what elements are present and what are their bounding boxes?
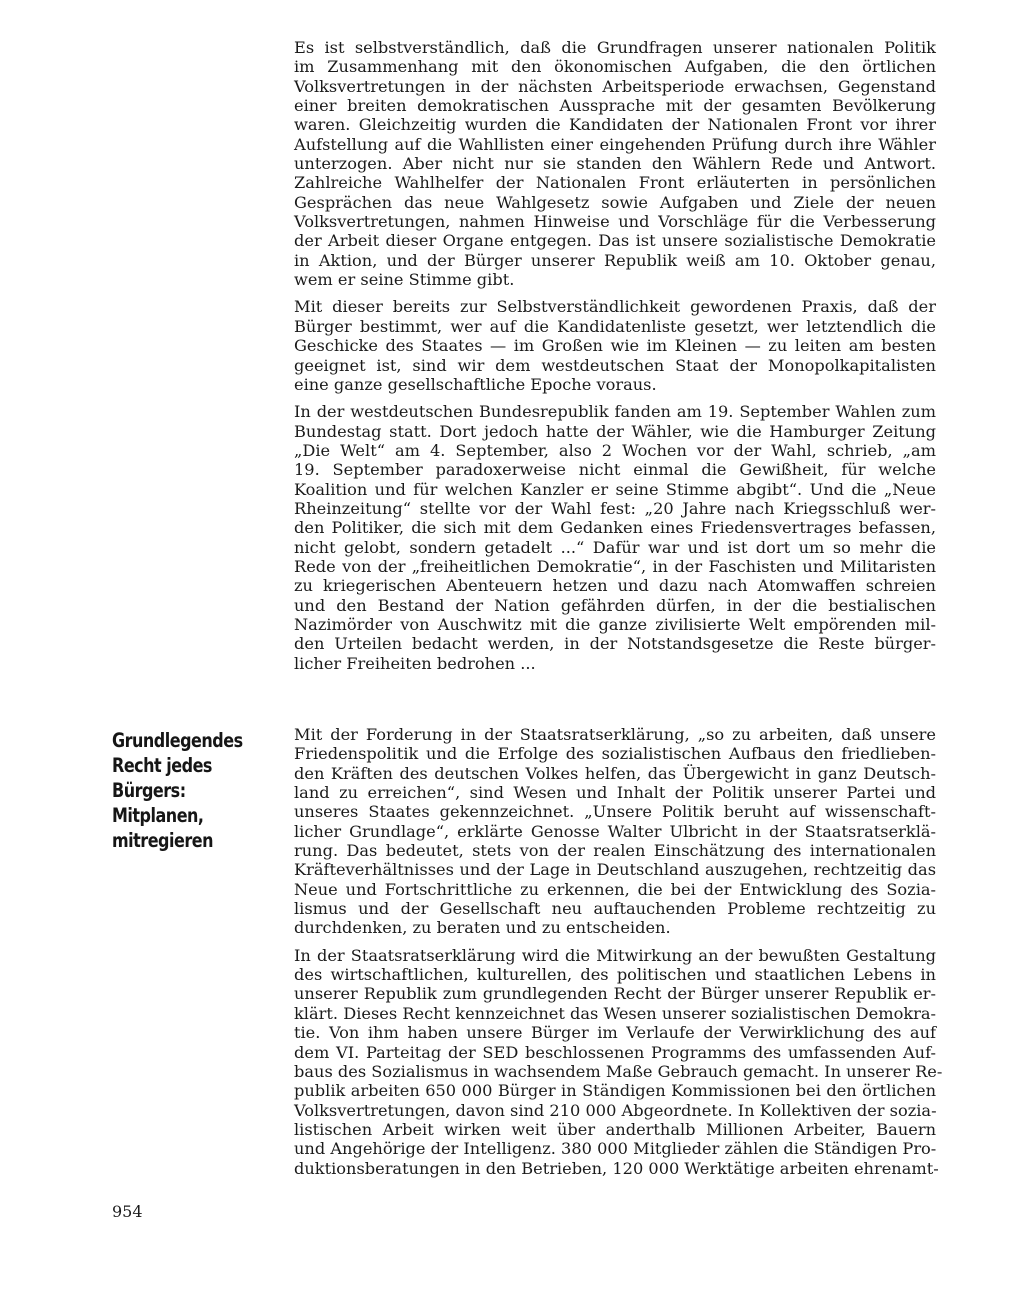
text-line: Mit der Forderung in der Staatsratserklärung, „so zu arbeiten, daß unsere	[294, 725, 936, 744]
paragraph	[294, 945, 943, 1178]
text-line: Neue und Fortschrittliche zu erkennen, die bei der Entwicklung des Sozia-	[294, 879, 936, 899]
text-line: rung. Das bedeutet, stets von der realen Einschätzung des internationalen	[294, 841, 936, 861]
text-line: eine ganze gesellschaftliche Epoche voraus.	[294, 374, 657, 394]
text-line: und den Bestand der Nation gefährden dürfen, in der die bestialischen	[294, 595, 936, 615]
text-line: den Urteilen bedacht werden, in der Notstandsgesetze die Reste bürger-	[294, 634, 936, 654]
text-line: im Zusammenhang mit den ökonomischen Aufgaben, die den örtlichen	[294, 57, 936, 77]
text-line: durchdenken, zu beraten und zu entscheiden.	[294, 918, 671, 938]
text-line: 19. September paradoxerweise nicht einmal die Gewißheit, für welche	[294, 460, 936, 480]
text-line: Volksvertretungen, davon sind 210 000 Abgeordnete. In Kollektiven der sozia-	[294, 1100, 937, 1120]
text-line: den Politiker, die sich mit dem Gedanken eines Friedensvertrages befassen,	[294, 518, 936, 538]
text-line: Friedenspolitik und die Erfolge des sozialistischen Aufbaus den friedlieben-	[294, 744, 936, 764]
text-line: unserer Republik zum grundlegenden Recht der Bürger unserer Republik er-	[294, 984, 936, 1004]
margin-heading-line: mitregieren	[112, 829, 214, 852]
text-line: in Aktion, und der Bürger unserer Republik weiß am 10. Oktober genau,	[294, 250, 936, 270]
text-line: der Arbeit dieser Organe entgegen. Das ist unsere sozialistische Demokratie	[294, 231, 936, 251]
text-line: Aufstellung auf die Wahllisten einer eingehenden Prüfung durch ihre Wähler	[294, 134, 936, 154]
text-line: Volksvertretungen, nahmen Hinweise und Vorschläge für die Verbesserung	[294, 212, 936, 232]
text-line: und Angehörige der Intelligenz. 380 000 Mitglieder zählen die Ständigen Pro-	[294, 1139, 937, 1159]
text-line: In der westdeutschen Bundesrepublik fanden am 19. September Wahlen zum	[294, 402, 936, 422]
text-line: Zahlreiche Wahlhelfer der Nationalen Front erläuterten in persönlichen	[294, 173, 936, 193]
text-line: dem VI. Parteitag der SED beschlossenen Programms des umfassenden Auf-	[294, 1042, 936, 1062]
text-line: nicht gelobt, sondern getadelt ...“ Dafür war und ist dort um so mehr die	[294, 537, 936, 557]
text-line: Mit dieser bereits zur Selbstverständlichkeit gewordenen Praxis, daß der	[294, 297, 936, 317]
paragraph	[294, 725, 936, 938]
text-line: Nazimörder von Auschwitz mit die ganze zivilisierte Welt empörenden mil-	[294, 614, 936, 634]
body-section-1	[294, 38, 936, 673]
margin-heading-line: Recht jedes	[112, 754, 212, 777]
margin-heading-line: Bürgers:	[112, 779, 186, 802]
text-line: In der Staatsratserklärung wird die Mitwirkung an der bewußten Gestaltung	[294, 945, 936, 965]
text-line: „Die Welt“ am 4. September, also 2 Wochen vor der Wahl, schrieb, „am	[294, 440, 936, 460]
text-line: Volksvertretungen in der nächsten Arbeitsperiode erwachsen, Gegenstand	[294, 76, 936, 96]
text-line: Geschicke des Staates — im Großen wie im Kleinen — zu leiten am besten	[294, 336, 936, 356]
page-number: 954	[112, 1202, 143, 1221]
margin-heading	[112, 728, 243, 853]
text-line: klärt. Dieses Recht kennzeichnet das Wesen unserer sozialistischen Demokra-	[294, 1003, 936, 1023]
text-line: den Kräften des deutschen Volkes helfen, das Übergewicht in ganz Deutsch-	[294, 763, 936, 783]
text-line: des wirtschaftlichen, kulturellen, des politischen und staatlichen Lebens in	[294, 965, 936, 985]
text-line: Kräfteverhältnisses und der Lage in Deutschland auszugehen, rechtzeitig das	[294, 860, 936, 880]
text-line: baus des Sozialismus in wachsendem Maße Gebrauch gemacht. In unserer Re-	[294, 1061, 943, 1081]
margin-heading-line: Mitplanen,	[112, 804, 204, 827]
text-line: Koalition und für welchen Kanzler er seine Stimme abgibt“. Und die „Neue	[294, 479, 936, 499]
text-line: duktionsberatungen in den Betrieben, 120 000 Werktätige arbeiten ehrenamt-	[294, 1158, 939, 1178]
text-line: licher Freiheiten bedrohen ...	[294, 653, 536, 673]
text-line: lismus und der Gesellschaft neu auftauchenden Probleme rechtzeitig zu	[294, 899, 936, 919]
text-line: waren. Gleichzeitig wurden die Kandidaten der Nationalen Front vor ihrer	[294, 115, 936, 135]
text-line: geeignet ist, sind wir dem westdeutschen Staat der Monopolkapitalisten	[294, 355, 936, 375]
text-line: licher Grundlage“, erklärte Genosse Walter Ulbricht in der Staatsratserklä-	[294, 821, 936, 841]
text-line: Rheinzeitung“ stellte vor der Wahl fest: „20 Jahre nach Kriegsschluß wer-	[294, 498, 936, 518]
text-line: listischen Arbeit wirken weit über anderthalb Millionen Arbeiter, Bauern	[294, 1119, 936, 1139]
text-line: einer breiten demokratischen Aussprache mit der gesamten Bevölkerung	[294, 96, 936, 116]
text-line: Bürger bestimmt, wer auf die Kandidatenliste gesetzt, wer letztendlich die	[294, 316, 936, 336]
text-line: publik arbeiten 650 000 Bürger in Ständigen Kommissionen bei den örtlichen	[294, 1081, 936, 1101]
text-line: land zu erreichen“, sind Wesen und Inhalt der Politik unserer Partei und	[294, 783, 936, 803]
text-line: unseres Staates gekennzeichnet. „Unsere Politik beruht auf wissenschaft-	[294, 802, 936, 822]
text-line: zu kriegerischen Abenteuern hetzen und dazu nach Atomwaffen schreien	[294, 576, 936, 596]
paragraph	[294, 402, 936, 673]
text-line: Gesprächen das neue Wahlgesetz sowie Aufgaben und Ziele der neuen	[294, 192, 936, 212]
text-line: Bundestag statt. Dort jedoch hatte der Wähler, wie die Hamburger Zeitung	[294, 421, 936, 441]
paragraph	[294, 297, 936, 394]
body-section-2	[294, 725, 943, 1178]
text-line: Rede von der „freiheitlichen Demokratie“, in der Faschisten und Militaristen	[294, 556, 936, 576]
text-line: Es ist selbstverständlich, daß die Grundfragen unserer nationalen Politik	[294, 38, 936, 57]
paragraph	[294, 38, 936, 289]
text-line: wem er seine Stimme gibt.	[294, 270, 515, 290]
text-line: tie. Von ihm haben unsere Bürger im Verlaufe der Verwirklichung des auf	[294, 1023, 936, 1043]
margin-heading-line: Grundlegendes	[112, 729, 243, 752]
text-line: unterzogen. Aber nicht nur sie standen den Wählern Rede und Antwort.	[294, 154, 936, 174]
